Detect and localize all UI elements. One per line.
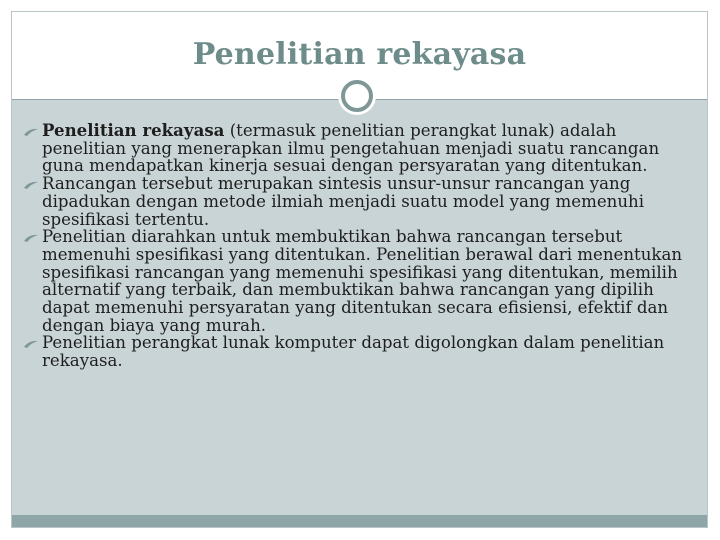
swoosh-bullet-icon [23,127,39,137]
swoosh-bullet-icon [23,233,39,243]
swoosh-bullet-icon [23,180,39,190]
swoosh-bullet-icon [23,339,39,349]
bullet-item [24,175,686,228]
footer-bar [12,515,707,527]
bullet-item [24,334,686,369]
bullet-lead-term: Penelitian rekayasa [42,120,225,140]
bullet-text: Rancangan tersebut merupakan sintesis unsur-unsur rancangan yang dipadukan dengan metode ilmiah menjadi suatu model yang memenuhi spesifikasi tertentu. [42,174,645,229]
bullet-item [24,122,686,175]
circle-ornament-icon [341,80,373,112]
slide-title: Penelitian rekayasa [192,37,527,72]
bullet-text: Penelitian perangkat lunak komputer dapat digolongkan dalam penelitian rekayasa. [42,333,665,371]
bullet-text: (termasuk penelitian perangkat lunak) adalah penelitian yang menerapkan ilmu pengetahuan menjadi suatu rancangan guna mendapatkan kinerja sesuai dengan persyaratan yang ditentukan. [42,121,660,176]
bullet-item [24,228,686,334]
bullet-text: Penelitian diarahkan untuk membuktikan bahwa rancangan tersebut memenuhi spesifikasi yang ditentukan. Penelitian berawal dari menentukan spesifikasi rancangan yang memenuhi spesifikasi yang ditentukan, memilih alternatif yang terbaik, dan membuktikan bahwa rancangan yang dipilih dapat memenuhi persyaratan yang ditentukan secara efisiensi, efektif dan dengan biaya yang murah. [42,227,683,335]
bullet-list [24,122,686,370]
